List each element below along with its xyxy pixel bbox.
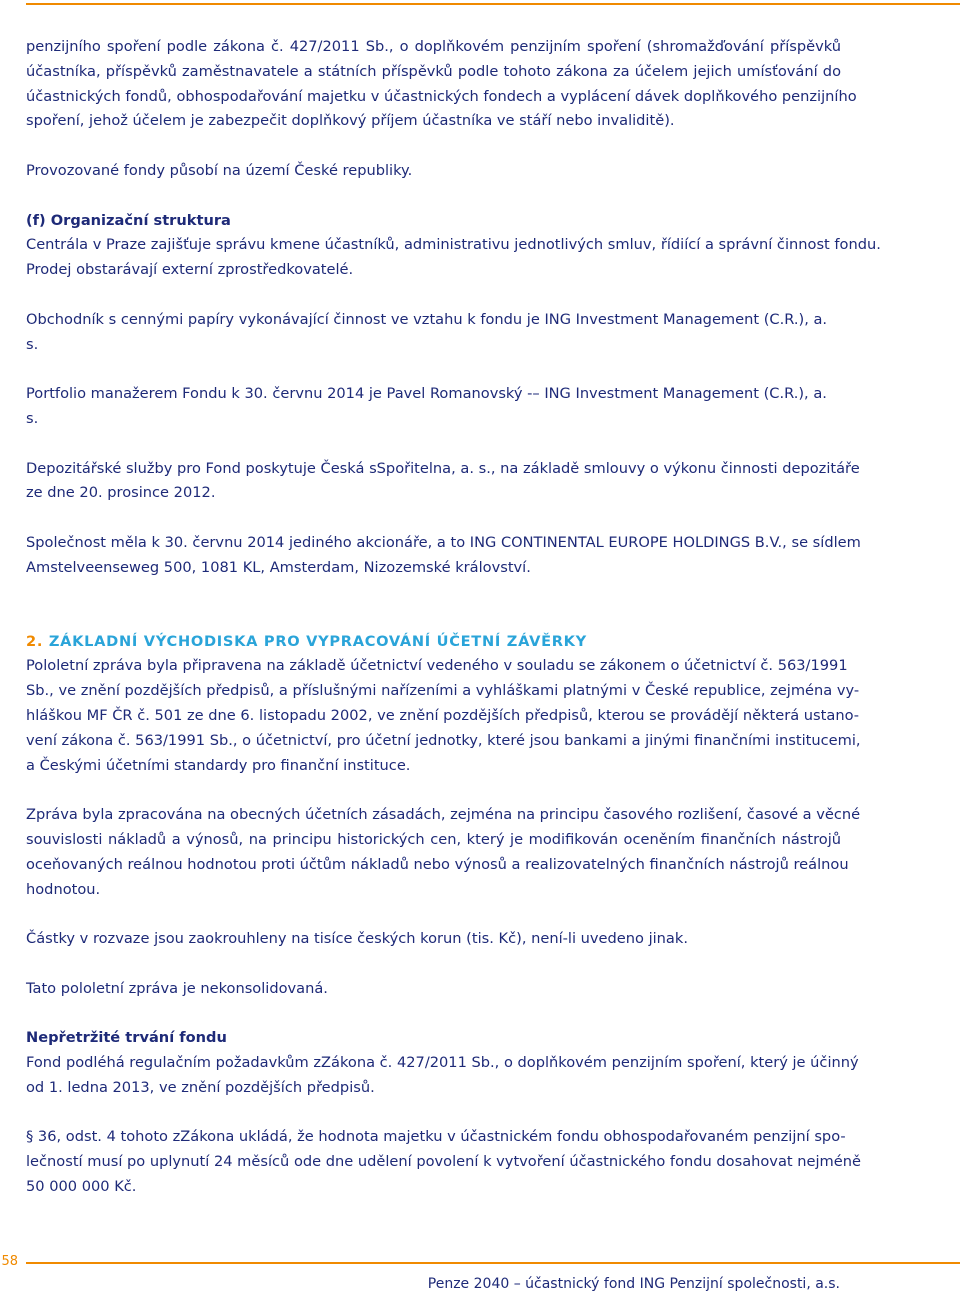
paragraph-minimum-assets: [26, 1125, 861, 1199]
text-line: Prodej obstarávají externí zprostředkovatelé.: [26, 261, 354, 279]
paragraph-intro: [26, 35, 857, 134]
paragraph-territory: Provozované fondy působí na území České republiky.: [26, 161, 413, 179]
text-line: Sb., ve znění pozdějších předpisů, a příslušnými nařízeními a vyhláškami platnými v České republice, zejména vy-: [26, 682, 860, 700]
paragraph-trader: Obchodník s cennými papíry vykonávající činnost ve vztahu k fondu je ING Investment Management (C.R.), a. s.: [26, 310, 828, 353]
section-2-title: ZÁKLADNÍ VÝCHODISKA PRO VYPRACOVÁNÍ ÚČETNÍ ZÁVĚRKY: [48, 632, 587, 650]
text-line: vení zákona č. 563/1991 Sb., o účetnictví, pro účetní jednotky, které jsou bankami a jinými finančními institucemi,: [26, 731, 861, 749]
text-line: lečností musí po uplynutí 24 měsíců ode dne udělení povolení k vytvoření účastnického fondu dosahovat nejméně: [26, 1153, 861, 1171]
text-line: ze dne 20. prosince 2012.: [26, 484, 216, 502]
text-line: oceňovaných reálnou hodnotou proti účtům nákladů nebo výnosů a realizovatelných finančních nástrojů reálnou: [26, 855, 849, 873]
text-line: Zpráva byla zpracována na obecných účetních zásadách, zejména na principu časového rozlišení, časové a věcné: [26, 806, 861, 824]
text-line: spoření, jehož účelem je zabezpečit doplňkový příjem účastníka ve stáří nebo invaliditě).: [26, 112, 675, 130]
paragraph-nonconsolidated: Tato pololetní zpráva je nekonsolidovaná.: [26, 979, 328, 997]
footer-text: Penze 2040 – účastnický fond ING Penzijní společnosti, a.s.: [427, 1276, 840, 1292]
text-line: účastníka, příspěvků zaměstnavatele a státních příspěvků podle tohoto zákona za účelem jejich umísťování do: [26, 62, 841, 80]
section-organization: [26, 209, 881, 283]
paragraph-manager: Portfolio manažerem Fondu k 30. červnu 2014 je Pavel Romanovský -– ING Investment Management (C.R.), a. s.: [26, 385, 827, 427]
text-line: Amstelveenseweg 500, 1081 KL, Amsterdam, Nizozemské království.: [26, 558, 531, 576]
text-line: Společnost měla k 30. červnu 2014 jediného akcionáře, a to ING CONTINENTAL EUROPE HOLDINGS B.V., se sídlem: [26, 533, 861, 551]
text-line: penzijního spoření podle zákona č. 427/2011 Sb., o doplňkovém penzijním spoření (shromažďování příspěvků: [26, 38, 841, 55]
text-line: Centrála v Praze zajišťuje správu kmene účastníků, administrativu jednotlivých smluv, řídiící a správní činnost fondu.: [26, 236, 881, 254]
paragraph-depositary: [26, 457, 860, 507]
section-f-heading: (f) Organizační struktura: [26, 211, 231, 229]
text-line: účastnických fondů, obhospodařování majetku v účastnických fondech a vyplácení dávek doplňkového penzijního: [26, 87, 857, 105]
going-concern-heading: Nepřetržité trvání fondu: [26, 1029, 227, 1047]
text-line: Pololetní zpráva byla připravena na základě účetnictví vedeného v souladu se zákonem o účetnictví č. 563/1991: [26, 657, 848, 675]
section-2-heading: [26, 630, 841, 655]
paragraph-shareholder: [26, 531, 861, 581]
section-2-number: 2.: [26, 632, 44, 650]
text-line: od 1. ledna 2013, ve znění pozdějších předpisů.: [26, 1078, 375, 1096]
text-line: 50 000 000 Kč.: [26, 1178, 137, 1196]
text-line: hláškou MF ČR č. 501 ze dne 6. listopadu 2002, ve znění pozdějších předpisů, kterou se provádějí některá ustano-: [26, 706, 860, 724]
document-body: [26, 35, 881, 1225]
text-line: Depozitářské služby pro Fond poskytuje Česká sSpořitelna, a. s., na základě smlouvy o výkonu činnosti depozitáře: [26, 459, 860, 477]
text-line: § 36, odst. 4 tohoto zZákona ukládá, že hodnota majetku v účastnickém fondu obhospodařovaném penzijní spo-: [26, 1128, 846, 1146]
text-line: hodnotou.: [26, 880, 101, 898]
text-line: Fond podléhá regulačním požadavkům zZákona č. 427/2011 Sb., o doplňkovém penzijním spoření, který je účinný: [26, 1054, 859, 1072]
text-line: souvislosti nákladů a výnosů, na principu historických cen, který je modifikován oceněním finančních nástrojů: [26, 830, 841, 848]
paragraph-principles: [26, 803, 861, 902]
top-rule: [26, 3, 960, 5]
footer-rule: [26, 1262, 960, 1264]
section-going-concern: [26, 1026, 859, 1100]
text-line: a Českými účetními standardy pro finanční instituce.: [26, 756, 411, 774]
paragraph-basis: [26, 654, 861, 778]
page-number: 58: [1, 1254, 18, 1269]
paragraph-rounding: Částky v rozvaze jsou zaokrouhleny na tisíce českých korun (tis. Kč), není-li uvedeno jinak.: [26, 930, 688, 948]
